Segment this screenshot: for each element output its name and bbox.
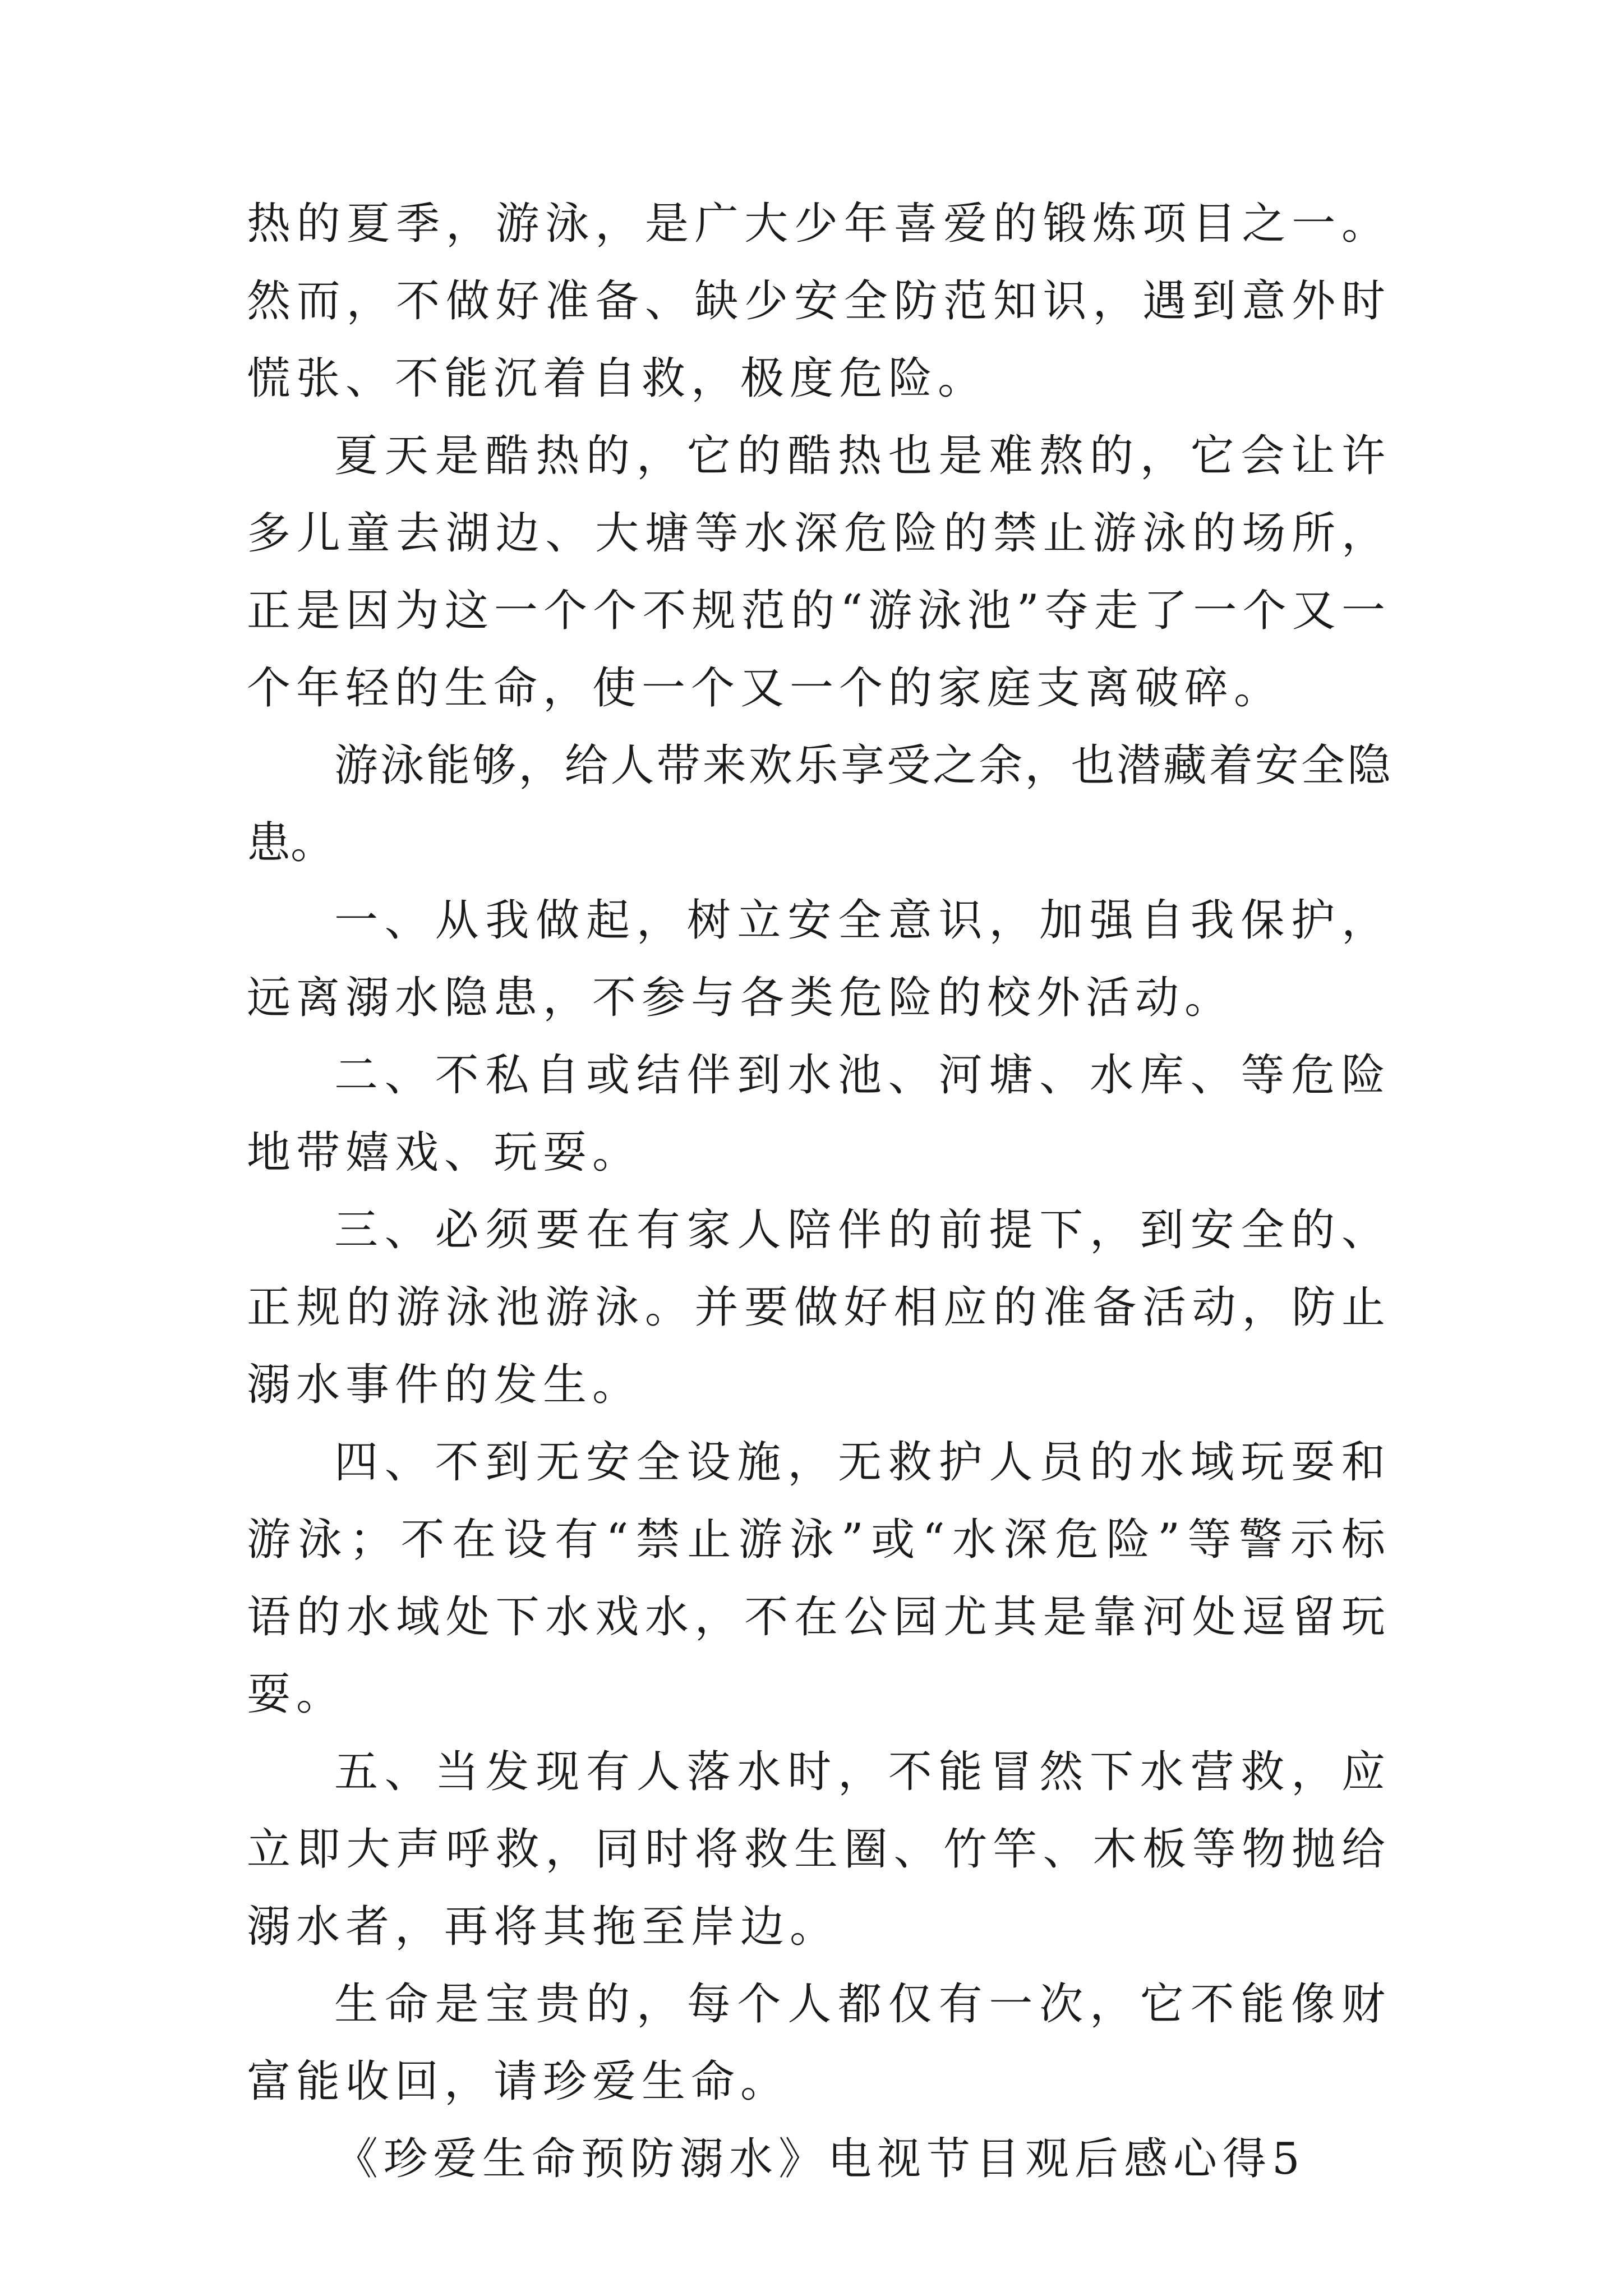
document-body	[247, 185, 1391, 2198]
paragraph-conclusion: 生命是宝贵的，每个人都仅有一次，它不能像财富能收回，请珍爱生命。	[247, 1979, 1391, 2107]
paragraph-rule-4: 四、不到无安全设施，无救护人员的水域玩耍和游泳；不在设有“禁止游泳”或“水深危险”等警示标语的水域处下水戏水，不在公园尤其是靠河处逗留玩耍。	[247, 1437, 1391, 1720]
paragraph-intro: 热的夏季，游泳，是广大少年喜爱的锻炼项目之一。然而，不做好准备、缺少安全防范知识，遇到意外时慌张、不能沉着自救，极度危险。	[247, 199, 1391, 404]
paragraph-rule-1: 一、从我做起，树立安全意识，加强自我保护，远离溺水隐患，不参与各类危险的校外活动。	[247, 895, 1391, 1023]
paragraph-rule-2: 二、不私自或结伴到水池、河塘、水库、等危险地带嬉戏、玩耍。	[247, 1050, 1391, 1178]
paragraph-rule-3: 三、必须要在有家人陪伴的前提下，到安全的、正规的游泳池游泳。并要做好相应的准备活动，防止溺水事件的发生。	[247, 1205, 1391, 1410]
paragraph-rule-5: 五、当发现有人落水时，不能冒然下水营救，应立即大声呼救，同时将救生圈、竹竿、木板等物抛给溺水者，再将其拖至岸边。	[247, 1747, 1391, 1952]
paragraph-swimming-risk: 游泳能够，给人带来欢乐享受之余，也潜藏着安全隐患。	[247, 740, 1391, 868]
section-title: 《珍爱生命预防溺水》电视节目观后感心得5	[334, 2134, 1306, 2184]
paragraph-summer: 夏天是酷热的，它的酷热也是难熬的，它会让许多儿童去湖边、大塘等水深危险的禁止游泳的场所，正是因为这一个个不规范的“游泳池”夺走了一个又一个年轻的生命，使一个又一个的家庭支离破碎。	[247, 431, 1391, 714]
